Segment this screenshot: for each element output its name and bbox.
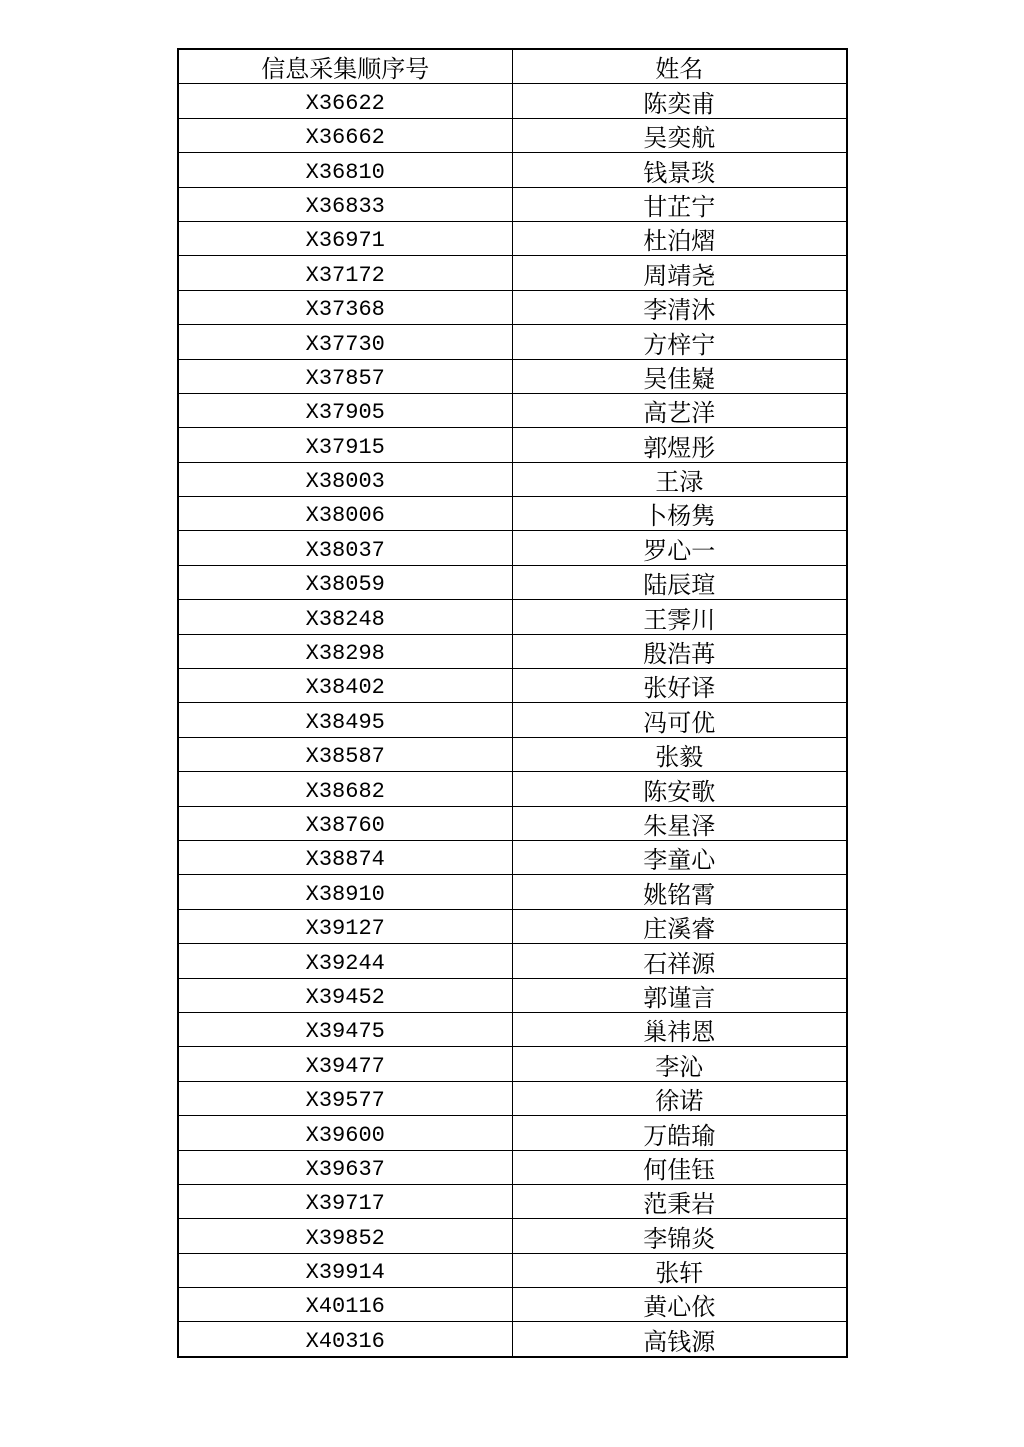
sequence-number-cell: X38248 (178, 600, 512, 634)
name-cell: 高钱源 (512, 1322, 847, 1357)
name-cell: 杜泊熠 (512, 221, 847, 255)
table-row (178, 290, 847, 324)
table-row (178, 1184, 847, 1218)
name-cell: 庄溪睿 (512, 909, 847, 943)
table-row (178, 772, 847, 806)
table-row (178, 1322, 847, 1357)
sequence-number-cell: X38587 (178, 737, 512, 771)
name-cell: 陆辰瑄 (512, 565, 847, 599)
header-row (178, 49, 847, 84)
sequence-number-cell: X38910 (178, 875, 512, 909)
name-cell: 卜杨隽 (512, 497, 847, 531)
sequence-number-cell: X37905 (178, 393, 512, 427)
name-cell: 王渌 (512, 462, 847, 496)
table-body (178, 84, 847, 1357)
table-row (178, 944, 847, 978)
sequence-number-cell: X36662 (178, 118, 512, 152)
name-cell: 甘芷宁 (512, 187, 847, 221)
table-row (178, 978, 847, 1012)
name-cell: 石祥源 (512, 944, 847, 978)
sequence-number-cell: X39852 (178, 1219, 512, 1253)
name-cell: 吴奕航 (512, 118, 847, 152)
sequence-number-cell: X37857 (178, 359, 512, 393)
table-row (178, 1219, 847, 1253)
sequence-number-cell: X38874 (178, 840, 512, 874)
table-row (178, 1081, 847, 1115)
name-cell: 张轩 (512, 1253, 847, 1287)
table-row (178, 359, 847, 393)
sequence-number-cell: X40316 (178, 1322, 512, 1357)
table-row (178, 187, 847, 221)
name-cell: 张毅 (512, 737, 847, 771)
name-cell: 范秉岩 (512, 1184, 847, 1218)
name-cell: 徐诺 (512, 1081, 847, 1115)
roster-table (177, 48, 848, 1358)
name-cell: 何佳钰 (512, 1150, 847, 1184)
sequence-number-cell: X39600 (178, 1116, 512, 1150)
name-cell: 王霁川 (512, 600, 847, 634)
sequence-number-cell: X37730 (178, 325, 512, 359)
name-cell: 周靖尧 (512, 256, 847, 290)
name-cell: 陈安歌 (512, 772, 847, 806)
name-cell: 高艺洋 (512, 393, 847, 427)
table-row (178, 909, 847, 943)
sequence-number-cell: X38495 (178, 703, 512, 737)
table-row (178, 875, 847, 909)
table-row (178, 531, 847, 565)
sequence-number-cell: X38037 (178, 531, 512, 565)
name-cell: 姚铭霄 (512, 875, 847, 909)
table-row (178, 600, 847, 634)
column-header-sequence-number: 信息采集顺序号 (178, 49, 512, 84)
name-cell: 张好译 (512, 669, 847, 703)
table-row (178, 497, 847, 531)
name-cell: 方梓宁 (512, 325, 847, 359)
name-cell: 万皓瑜 (512, 1116, 847, 1150)
sequence-number-cell: X36971 (178, 221, 512, 255)
sequence-number-cell: X39475 (178, 1012, 512, 1046)
name-cell: 李锦炎 (512, 1219, 847, 1253)
table-row (178, 118, 847, 152)
table-row (178, 1047, 847, 1081)
sequence-number-cell: X39477 (178, 1047, 512, 1081)
name-cell: 冯可优 (512, 703, 847, 737)
table-row (178, 634, 847, 668)
sequence-number-cell: X38760 (178, 806, 512, 840)
sequence-number-cell: X40116 (178, 1288, 512, 1322)
sequence-number-cell: X37915 (178, 428, 512, 462)
name-cell: 陈奕甫 (512, 84, 847, 118)
table-row (178, 428, 847, 462)
name-cell: 朱星泽 (512, 806, 847, 840)
table-row (178, 221, 847, 255)
name-cell: 巢祎恩 (512, 1012, 847, 1046)
sequence-number-cell: X38003 (178, 462, 512, 496)
sequence-number-cell: X37172 (178, 256, 512, 290)
table-row (178, 806, 847, 840)
sequence-number-cell: X38006 (178, 497, 512, 531)
table-row (178, 462, 847, 496)
name-cell: 钱景琰 (512, 153, 847, 187)
table-row (178, 703, 847, 737)
sequence-number-cell: X39452 (178, 978, 512, 1012)
table-row (178, 1012, 847, 1046)
table-row (178, 1150, 847, 1184)
name-cell: 郭谨言 (512, 978, 847, 1012)
name-cell: 李清沐 (512, 290, 847, 324)
document-page (177, 48, 846, 1358)
table-row (178, 737, 847, 771)
table-row (178, 393, 847, 427)
table-row (178, 1253, 847, 1287)
table-row (178, 669, 847, 703)
name-cell: 李沁 (512, 1047, 847, 1081)
sequence-number-cell: X39637 (178, 1150, 512, 1184)
table-row (178, 153, 847, 187)
table-row (178, 1288, 847, 1322)
name-cell: 罗心一 (512, 531, 847, 565)
name-cell: 李童心 (512, 840, 847, 874)
name-cell: 黄心依 (512, 1288, 847, 1322)
name-cell: 吴佳嶷 (512, 359, 847, 393)
sequence-number-cell: X39244 (178, 944, 512, 978)
sequence-number-cell: X39717 (178, 1184, 512, 1218)
sequence-number-cell: X38682 (178, 772, 512, 806)
sequence-number-cell: X36833 (178, 187, 512, 221)
table-row (178, 325, 847, 359)
table-row (178, 256, 847, 290)
table-row (178, 84, 847, 118)
sequence-number-cell: X39127 (178, 909, 512, 943)
sequence-number-cell: X38402 (178, 669, 512, 703)
sequence-number-cell: X36810 (178, 153, 512, 187)
name-cell: 郭煜彤 (512, 428, 847, 462)
sequence-number-cell: X38298 (178, 634, 512, 668)
sequence-number-cell: X36622 (178, 84, 512, 118)
name-cell: 殷浩苒 (512, 634, 847, 668)
column-header-name: 姓名 (512, 49, 847, 84)
sequence-number-cell: X38059 (178, 565, 512, 599)
table-row (178, 1116, 847, 1150)
sequence-number-cell: X39914 (178, 1253, 512, 1287)
table-row (178, 840, 847, 874)
table-row (178, 565, 847, 599)
sequence-number-cell: X37368 (178, 290, 512, 324)
sequence-number-cell: X39577 (178, 1081, 512, 1115)
